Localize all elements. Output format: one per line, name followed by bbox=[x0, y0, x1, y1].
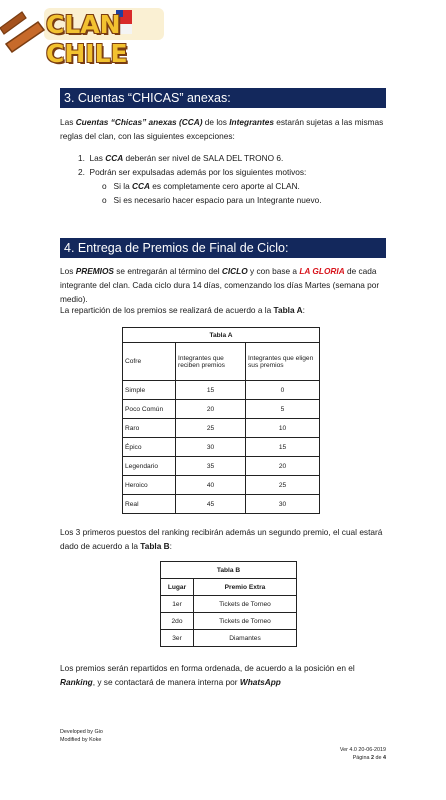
section-3-heading: 3. Cuentas “CHICAS” anexas: bbox=[60, 88, 386, 108]
table-cell: Heroico bbox=[123, 476, 176, 495]
table-a-header-reciben: Integrantes que reciben premios bbox=[176, 343, 246, 381]
sub-list-item-1: o Si la CCA es completamente cero aporte al CLAN. bbox=[102, 181, 300, 191]
table-cell: 0 bbox=[246, 381, 320, 400]
section-4-paragraph-2: La repartición de los premios se realizará de acuerdo a la Tabla A: bbox=[60, 305, 305, 315]
footer-version-page bbox=[340, 746, 386, 762]
table-cell: 20 bbox=[246, 457, 320, 476]
table-row bbox=[123, 438, 320, 457]
table-row bbox=[123, 457, 320, 476]
table-cell: Raro bbox=[123, 419, 176, 438]
table-row bbox=[123, 495, 320, 514]
table-b bbox=[160, 561, 297, 647]
table-cell: 25 bbox=[246, 476, 320, 495]
list-item-1: 1. Las CCA deberán ser nivel de SALA DEL TRONO 6. bbox=[78, 153, 284, 163]
table-row bbox=[123, 419, 320, 438]
table-cell: 25 bbox=[176, 419, 246, 438]
section-3-intro: Las Cuentas “Chicas” anexas (CCA) de los Integrantes estarán sujetas a las mismas reglas del clan, con las siguientes excepciones: bbox=[60, 117, 384, 141]
table-row bbox=[123, 381, 320, 400]
table-a-title: Tabla A bbox=[123, 328, 320, 343]
section-4-paragraph-4: Los premios serán repartidos en forma ordenada, de acuerdo a la posición en el Ranking, y se contactará de manera interna por WhatsApp bbox=[60, 663, 355, 687]
footer-page-number: Página 2 de 4 bbox=[352, 755, 386, 761]
list-item-2: 2. Podrán ser expulsadas además por los siguientes motivos: bbox=[78, 167, 307, 177]
section-4-heading: 4. Entrega de Premios de Final de Ciclo: bbox=[60, 238, 386, 258]
clan-logo bbox=[0, 0, 170, 68]
table-cell: 30 bbox=[176, 438, 246, 457]
footer-modified-by: Modified by Koke bbox=[60, 737, 102, 743]
table-row bbox=[123, 476, 320, 495]
logo-text: CLAN CHILE bbox=[46, 10, 128, 68]
table-cell: Tickets de Torneo bbox=[194, 613, 297, 630]
table-cell: Poco Común bbox=[123, 400, 176, 419]
table-a-header-cofre: Cofre bbox=[123, 343, 176, 381]
table-cell: Legendario bbox=[123, 457, 176, 476]
table-cell: 20 bbox=[176, 400, 246, 419]
table-cell: 45 bbox=[176, 495, 246, 514]
table-cell: 30 bbox=[246, 495, 320, 514]
footer-developed-by: Developed by Gio bbox=[60, 729, 103, 735]
table-cell: 10 bbox=[246, 419, 320, 438]
table-cell: 5 bbox=[246, 400, 320, 419]
table-cell: Diamantes bbox=[194, 630, 297, 647]
table-a bbox=[122, 327, 320, 514]
table-cell: 15 bbox=[176, 381, 246, 400]
table-cell: Simple bbox=[123, 381, 176, 400]
footer-version: Ver 4.0 20-06-2019 bbox=[339, 747, 386, 753]
table-cell: Real bbox=[123, 495, 176, 514]
table-cell: 1er bbox=[161, 596, 194, 613]
table-a-header-eligen: Integrantes que eligen sus premios bbox=[246, 343, 320, 381]
sub-list-item-2: o Si es necesario hacer espacio para un Integrante nuevo. bbox=[102, 195, 322, 205]
table-cell: Tickets de Torneo bbox=[194, 596, 297, 613]
table-b-header-premio: Premio Extra bbox=[194, 579, 297, 596]
footer-credits bbox=[60, 728, 103, 744]
table-cell: 40 bbox=[176, 476, 246, 495]
table-b-title: Tabla B bbox=[161, 562, 297, 579]
table-b-header-lugar: Lugar bbox=[161, 579, 194, 596]
table-row bbox=[123, 400, 320, 419]
table-row bbox=[161, 630, 297, 647]
section-4-paragraph-1: Los PREMIOS se entregarán al término del CICLO y con base a LA GLORIA de cada integrante del clan. Cada ciclo dura 14 días, comenzando los días Martes (semana por medio). bbox=[60, 266, 380, 304]
section-4-paragraph-3: Los 3 primeros puestos del ranking recibirán además un segundo premio, el cual estará dado de acuerdo a la Tabla B: bbox=[60, 527, 383, 551]
table-cell: 15 bbox=[246, 438, 320, 457]
table-cell: 2do bbox=[161, 613, 194, 630]
table-cell: 3er bbox=[161, 630, 194, 647]
table-cell: Épico bbox=[123, 438, 176, 457]
table-row bbox=[161, 596, 297, 613]
table-row bbox=[161, 613, 297, 630]
table-cell: 35 bbox=[176, 457, 246, 476]
